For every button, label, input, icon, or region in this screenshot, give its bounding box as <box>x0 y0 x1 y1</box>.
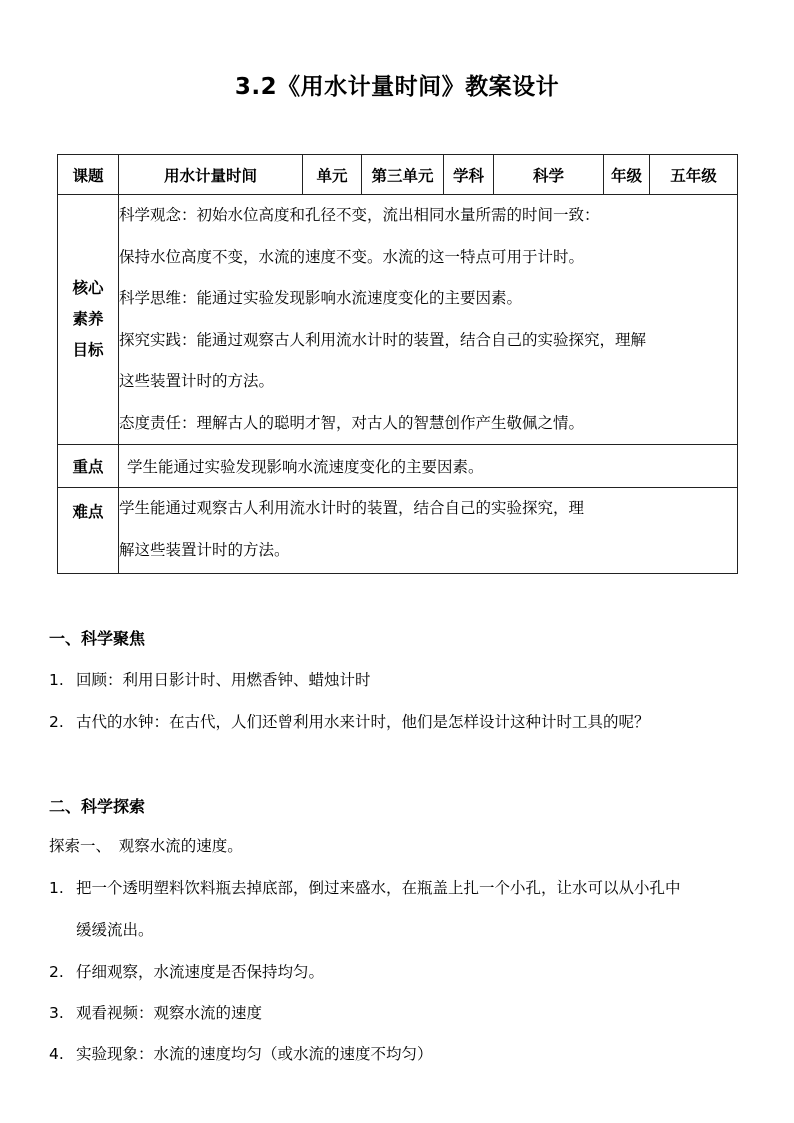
list-item <box>49 668 371 690</box>
core-goal-line: 态度责任：理解古人的聪明才智，对古人的智慧创作产生敬佩之情。 <box>119 413 585 432</box>
list-item-text: 仔细观察，水流速度是否保持均匀。 <box>76 963 325 981</box>
unit-value: 第三单元 <box>362 155 444 195</box>
section-heading-focus: 一、科学聚焦 <box>49 629 146 648</box>
grade-value: 五年级 <box>650 155 738 195</box>
key-point-label: 重点 <box>58 445 119 488</box>
key-point-text: 学生能通过实验发现影响水流速度变化的主要因素。 <box>119 445 738 488</box>
key-point-row <box>58 445 738 488</box>
difficult-point-line: 学生能通过观察古人利用流水计时的装置，结合自己的实验探究，理 <box>119 499 585 517</box>
list-item <box>49 1001 262 1023</box>
list-item-continuation: 缓缓流出。 <box>76 921 154 939</box>
core-goal-line: 这些装置计时的方法。 <box>119 372 275 390</box>
core-goals-label <box>58 195 119 445</box>
core-goal-line: 保持水位高度不变，水流的速度不变。水流的这一特点可用于计时。 <box>119 247 585 266</box>
core-goals-row <box>58 195 738 445</box>
difficult-point-content <box>119 488 738 574</box>
grade-label: 年级 <box>604 155 650 195</box>
unit-label: 单元 <box>303 155 362 195</box>
list-item-number: 1. <box>49 671 64 689</box>
list-item-text: 观看视频：观察水流的速度 <box>76 1004 263 1022</box>
core-goal-line: 探究实践：能通过观察古人利用流水计时的装置，结合自己的实验探究，理解 <box>119 330 647 349</box>
list-item-number: 4. <box>49 1045 64 1063</box>
course-label: 课题 <box>58 155 119 195</box>
list-item-number: 2. <box>49 963 64 981</box>
section-heading-explore: 二、科学探索 <box>49 797 146 816</box>
core-goals-label-line: 核心 <box>72 279 104 297</box>
difficult-point-row <box>58 488 738 574</box>
list-item-number: 2. <box>49 713 64 731</box>
page-title: 3.2《用水计量时间》教案设计 <box>234 74 560 100</box>
list-item-text: 实验现象：水流的速度均匀（或水流的速度不均匀） <box>76 1045 433 1063</box>
difficult-point-label: 难点 <box>58 488 119 574</box>
difficult-point-line: 解这些装置计时的方法。 <box>119 540 290 559</box>
list-item-text: 把一个透明塑料饮料瓶去掉底部，倒过来盛水，在瓶盖上扎一个小孔，让水可以从小孔中 <box>76 879 681 897</box>
explore-subtitle: 探索一、 观察水流的速度。 <box>49 837 243 855</box>
core-goal-line: 科学思维：能通过实验发现影响水流速度变化的主要因素。 <box>119 289 523 307</box>
list-item-text: 回顾：利用日影计时、用燃香钟、蜡烛计时 <box>76 671 371 689</box>
table-header-row <box>58 155 738 195</box>
list-item-text: 古代的水钟：在古代，人们还曾利用水来计时，他们是怎样设计这种计时工具的呢？ <box>76 713 650 731</box>
core-goals-label-line: 目标 <box>72 341 104 359</box>
course-value: 用水计量时间 <box>119 155 303 195</box>
core-goals-label-line: 素养 <box>72 310 104 328</box>
list-item <box>49 960 324 982</box>
subject-value: 科学 <box>494 155 604 195</box>
core-goals-content <box>119 195 738 445</box>
list-item <box>49 710 650 732</box>
list-item <box>49 876 681 898</box>
list-item <box>49 1042 433 1064</box>
list-item-number: 3. <box>49 1004 64 1022</box>
core-goal-line: 科学观念：初始水位高度和孔径不变，流出相同水量所需的时间一致： <box>119 206 600 224</box>
list-item-number: 1. <box>49 879 64 897</box>
subject-label: 学科 <box>444 155 494 195</box>
lesson-info-table <box>57 154 738 574</box>
